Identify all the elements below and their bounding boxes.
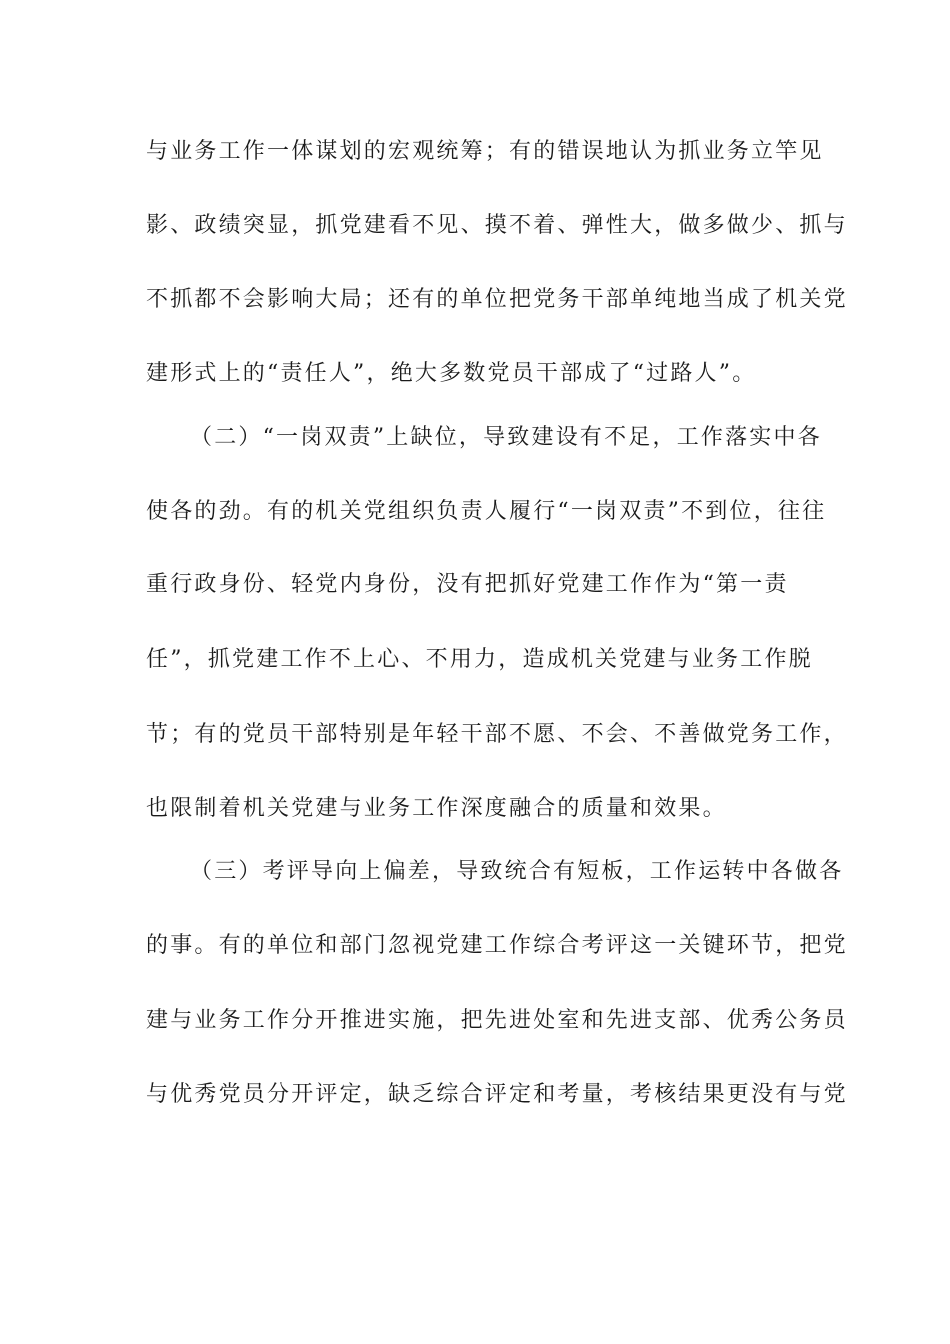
text-line: 也限制着机关党建与业务工作深度融合的质量和效果。 (146, 796, 727, 821)
text-line: 与优秀党员分开评定，缺乏综合评定和考量，考核结果更没有与党 (146, 1082, 848, 1107)
text-line: 使各的劲。有的机关党组织负责人履行“一岗双责”不到位，往往 (146, 499, 827, 524)
paragraph-heading: （三）考评导向上偏差，导致统合有短板，工作运转中各做各 (190, 859, 844, 884)
text-line: 不抓都不会影响大局；还有的单位把党务干部单纯地当成了机关党 (146, 287, 848, 312)
text-line: 与业务工作一体谋划的宏观统筹；有的错误地认为抓业务立竿见 (146, 139, 824, 164)
text-line: 节；有的党员干部特别是年轻干部不愿、不会、不善做党务工作， (146, 722, 848, 747)
text-line: 重行政身份、轻党内身份，没有把抓好党建工作作为“第一责 (146, 572, 789, 597)
text-line: 影、政绩突显，抓党建看不见、摸不着、弹性大，做多做少、抓与 (146, 213, 848, 238)
paragraph-heading: （二）“一岗双责”上缺位，导致建设有不足，工作落实中各 (190, 425, 822, 450)
text-line: 建与业务工作分开推进实施，把先进处室和先进支部、优秀公务员 (146, 1008, 848, 1033)
text-line: 任”，抓党建工作不上心、不用力，造成机关党建与业务工作脱 (146, 647, 813, 672)
text-line: 的事。有的单位和部门忽视党建工作综合考评这一关键环节，把党 (146, 933, 848, 958)
text-line: 建形式上的“责任人”，绝大多数党员干部成了“过路人”。 (146, 361, 757, 386)
